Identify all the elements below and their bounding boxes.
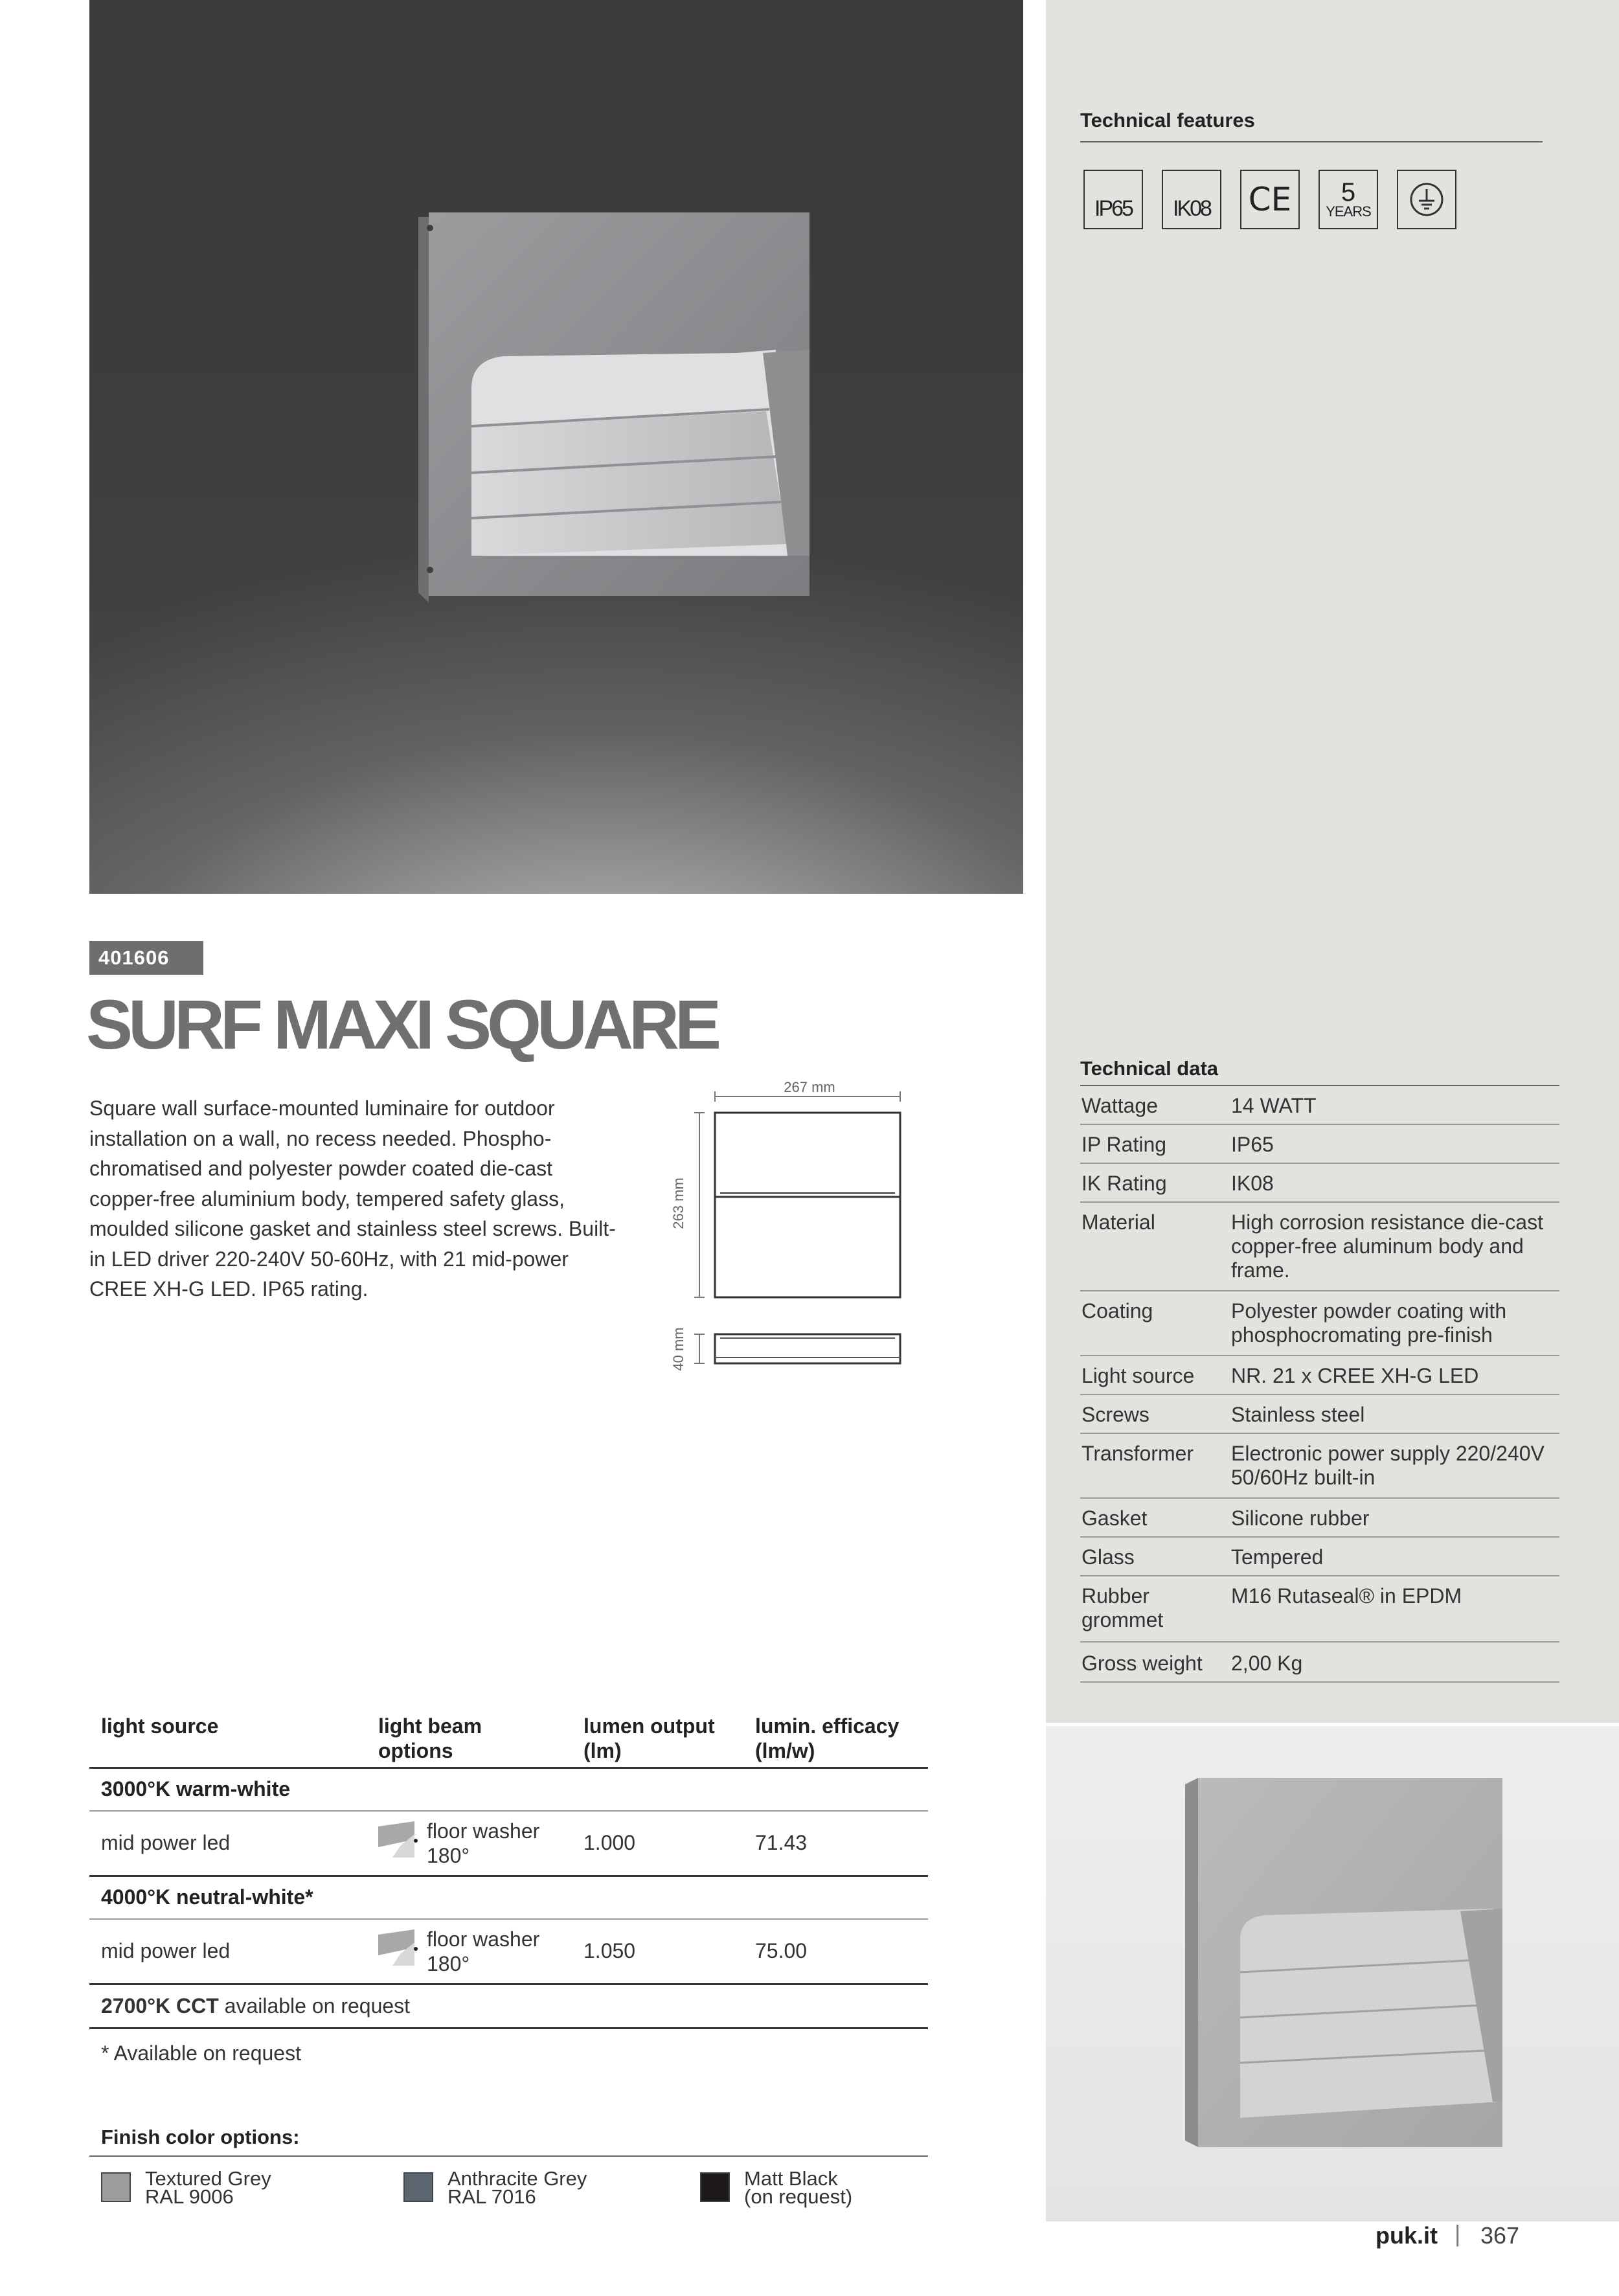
depth-dimension-label: 40 mm: [670, 1327, 686, 1371]
header-efficacy: lumin. efficacy (lm/w): [755, 1714, 900, 1762]
tech-key: Coating: [1081, 1299, 1153, 1323]
ip65-badge-icon: [1083, 170, 1143, 229]
cct-note: [101, 1994, 410, 2018]
cct-note-bold: 2700°K CCT: [101, 1994, 219, 2018]
width-dimension-label: 267 mm: [784, 1079, 835, 1095]
tech-value: Tempered: [1231, 1545, 1324, 1569]
height-dimension-label: 263 mm: [670, 1177, 686, 1229]
header-lumen-output: lumen output (lm): [583, 1714, 715, 1762]
swatch-matt-black: [700, 2172, 730, 2202]
tech-value: Stainless steel: [1231, 1403, 1365, 1426]
earth-ground-icon: [1397, 170, 1456, 229]
finish-options-rule: [89, 2155, 928, 2157]
dimension-drawing: [670, 1075, 945, 1386]
side-luminaire-illustration: [1046, 1726, 1619, 2222]
cell-lumen-output: 1.000: [583, 1831, 636, 1854]
page-number: 367: [1480, 2222, 1520, 2249]
group-rule: [89, 1810, 928, 1812]
tech-row-ik-rating: [1080, 1164, 1559, 1203]
finish-name: Matt Black: [744, 2167, 838, 2190]
tech-value: Silicone rubber: [1231, 1506, 1370, 1530]
product-code-badge: 401606: [89, 941, 203, 975]
tech-key: Material: [1081, 1211, 1155, 1234]
finish-name: Textured Grey: [145, 2167, 271, 2190]
footer-website: puk.it: [1376, 2222, 1438, 2249]
finish-label-textured-grey: [145, 2167, 271, 2208]
tech-key: IK Rating: [1081, 1172, 1167, 1195]
tech-key: Gasket: [1081, 1506, 1148, 1530]
cell-light-source: mid power led: [101, 1939, 231, 1962]
product-description: Square wall surface-mounted luminaire for outdoor installation on a wall, no recess needed. Phospho-chromatised and polyester powder coated die-cast copper-free aluminium body, tempered safety glass, moulded silicone gasket and stainless steel screws. Built-in LED driver 220-240V 50-60Hz, with 21 mid-power CREE XH-G LED. IP65 rating.: [89, 1097, 616, 1301]
technical-data-title: Technical data: [1080, 1057, 1219, 1080]
floor-washer-beam-icon: [377, 1929, 418, 1966]
tech-row-coating: [1080, 1291, 1559, 1356]
tech-row-glass: [1080, 1538, 1559, 1576]
tech-value: Polyester powder coating with phosphocromating pre-finish: [1231, 1299, 1507, 1347]
cell-lumen-output: 1.050: [583, 1939, 636, 1962]
cell-efficacy: 75.00: [755, 1939, 808, 1962]
group-3000k-label: 3000°K warm-white: [101, 1777, 291, 1801]
tech-key: Wattage: [1081, 1094, 1158, 1117]
group-4000k-label: 4000°K neutral-white*: [101, 1885, 313, 1909]
swatch-anthracite-grey: [403, 2172, 433, 2202]
tech-key: IP Rating: [1081, 1133, 1167, 1156]
hero-luminaire-illustration: [89, 0, 1023, 894]
group-rule: [89, 1918, 928, 1920]
header-light-beam: light beam options: [378, 1714, 482, 1762]
cell-beam-option: floor washer 180°: [427, 1819, 540, 1867]
technical-features-title: Technical features: [1080, 109, 1255, 131]
tech-key: Screws: [1081, 1403, 1149, 1426]
technical-data-table: [1080, 1086, 1559, 1683]
tech-value: M16 Rutaseal® in EPDM: [1231, 1584, 1462, 1608]
tech-row-gross-weight: [1080, 1642, 1559, 1683]
tech-key: Glass: [1081, 1545, 1135, 1569]
finish-name: Anthracite Grey: [447, 2167, 587, 2190]
tech-row-screws: [1080, 1395, 1559, 1434]
tech-value: 2,00 Kg: [1231, 1652, 1303, 1675]
footnote: * Available on request: [101, 2041, 301, 2065]
tech-row-light-source: [1080, 1356, 1559, 1395]
product-hero-photo: [89, 0, 1023, 894]
cct-note-text: available on request: [218, 1994, 411, 2018]
warranty-5-years-icon: [1319, 170, 1378, 229]
cell-light-source: mid power led: [101, 1831, 231, 1854]
tech-value: Electronic power supply 220/240V 50/60Hz built-in: [1231, 1442, 1545, 1489]
header-light-source: light source: [101, 1714, 219, 1738]
tech-row-ip-rating: [1080, 1125, 1559, 1164]
tech-value: 14 WATT: [1231, 1094, 1317, 1117]
finish-code: RAL 9006: [145, 2185, 234, 2208]
tech-row-gasket: [1080, 1499, 1559, 1538]
tech-row-material: [1080, 1203, 1559, 1291]
tech-value: NR. 21 x CREE XH-G LED: [1231, 1364, 1479, 1387]
product-side-photo: [1046, 1726, 1619, 2222]
cct-rule: [89, 2027, 928, 2029]
tech-key: Light source: [1081, 1364, 1195, 1387]
finish-label-matt-black: [744, 2167, 853, 2208]
tech-value: High corrosion resistance die-cast copper-free aluminum body and frame.: [1231, 1211, 1543, 1282]
group-end-rule: [89, 1983, 928, 1985]
tech-value: IK08: [1231, 1172, 1274, 1195]
tech-row-rubber-grommet: [1080, 1576, 1559, 1642]
footer-separator: |: [1455, 2220, 1461, 2247]
tech-key: Rubber grommet: [1081, 1584, 1164, 1631]
floor-washer-beam-icon: [377, 1821, 418, 1858]
warranty-number: 5: [1341, 178, 1356, 207]
product-title: SURF MAXI SQUARE: [86, 985, 718, 1063]
tech-row-wattage: [1080, 1086, 1559, 1125]
ik08-badge-icon: [1162, 170, 1221, 229]
finish-options-title: Finish color options:: [101, 2126, 300, 2148]
dimension-drawing-lines: [674, 1075, 945, 1386]
cell-beam-option: floor washer 180°: [427, 1927, 540, 1975]
ce-mark-icon: [1240, 170, 1300, 229]
header-rule: [89, 1767, 928, 1769]
tech-key: Gross weight: [1081, 1652, 1203, 1675]
ip65-badge-text: IP65: [1094, 196, 1132, 221]
swatch-textured-grey: [101, 2172, 131, 2202]
group-end-rule: [89, 1875, 928, 1877]
ce-mark-text: CE: [1248, 181, 1292, 218]
technical-features-rule: [1080, 141, 1543, 142]
tech-key: Transformer: [1081, 1442, 1194, 1465]
warranty-years-label: YEARS: [1326, 203, 1371, 220]
cell-efficacy: 71.43: [755, 1831, 808, 1854]
tech-value: IP65: [1231, 1133, 1274, 1156]
finish-code: RAL 7016: [447, 2185, 536, 2208]
finish-code: (on request): [744, 2185, 853, 2208]
tech-row-transformer: [1080, 1434, 1559, 1499]
ik08-badge-text: IK08: [1173, 196, 1210, 221]
earth-symbol-icon: [1407, 180, 1446, 219]
finish-label-anthracite-grey: [447, 2167, 587, 2208]
